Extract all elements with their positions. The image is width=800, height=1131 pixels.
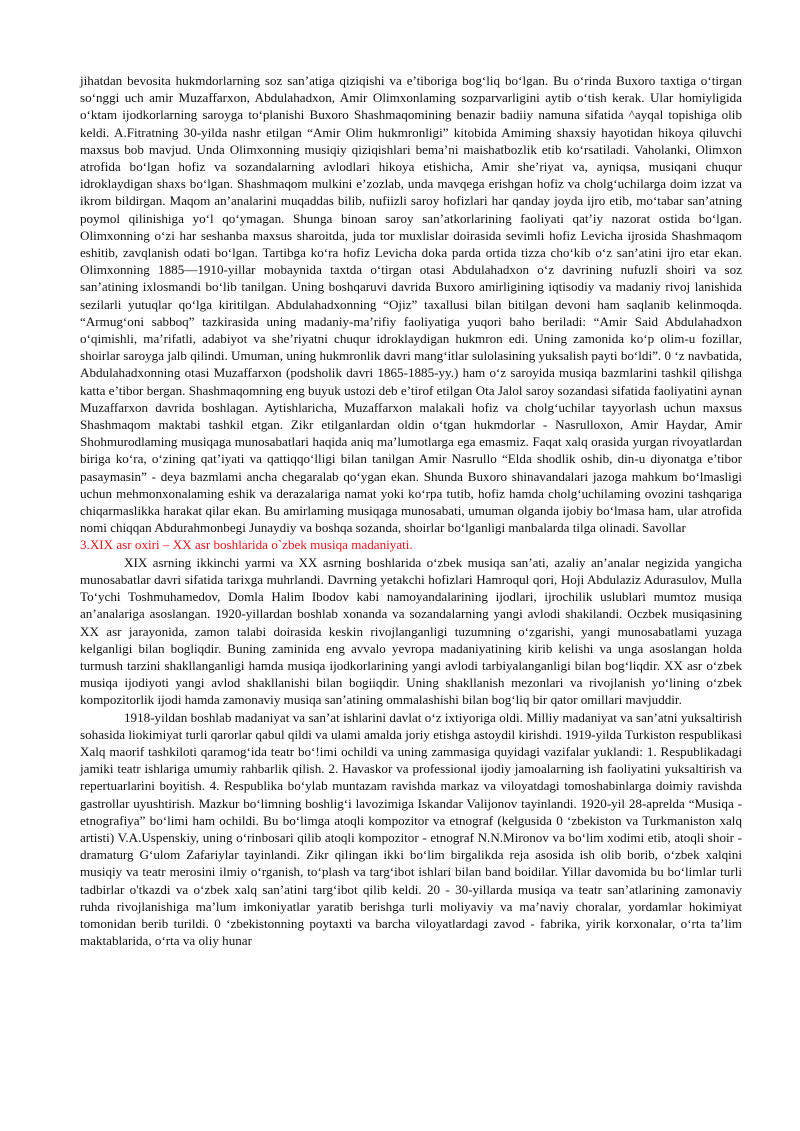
paragraph-xix-xx-century-music: XIX asrning ikkinchi yarmi va XX asrning boshlarida o‘zbek musiqa san’ati, azaliy an’analar negizida yangicha munosabatlar davri sifatida tarixga muhrlandi. Davrning yetakchi hofizlari Hamroqul qori, Hoji Abdulaziz Adurasulov, Mulla To‘ychi Toshmuhamedov, Domla Halim Ibodov kabi namoyandalarining ijodlari, ijrochilik uslublari mumtoz musiqa an’analariga asoslangan. 1920-yillardan boshlab xonanda va sozandalarning yangi avlodi shakilandi. Oczbek musiqasining XX asr jarayonida, zamon talabi doirasida keskin rivojlanganligi tuzumning o‘zgarishi, yangi munosabatlami yuzaga kelganligi bilan bogliqdir. Buning zaminida eng avvalo yevropa madaniyatining kirib kelishi va unga asoslangan holda turmush tarzini shakllanganligi hamda musiqa ijodkorlarining yangi avlodi tarbiyalanganligi bilan bog‘liqdir. XX asr o‘zbek musiqa ijodiyoti yangi avlod shakllanishi bilan bogiiqdir. Uning shakllanish mezonlari va rivojlanish yo‘lining o‘zbek kompozitorlik ijodi hamda zamonaviy musiqa san’atining ommalashishi bilan bog‘liq bir qator omillari mavjuddir. <box>80 554 742 708</box>
paragraph-bukhara-emirs: jihatdan bevosita hukmdorlarning soz san’atiga qiziqishi va e’tiboriga bog‘liq bo‘lgan. Bu o‘rinda Buxoro taxtiga o‘tirgan so‘nggi uch amir Muzaffarxon, Abdulahadxon, Amir Olimxonlaming sozparvarligini aytib o‘tish kerak. Ular homiyligida o‘ktam ijodkorlarning saroyga to‘planishi Buxoro Shashmaqomining benazir badiiy namuna sifatida ^ayqal topishiga olib keldi. A.Fitratning 30-yilda nashr etilgan “Amir Olim hukmronligi” kitobida Amiming shaxsiy hayotidan hikoya qiluvchi maxsus bob mavjud. Unda Olimxonning musiqiy qiziqishlari bema’ni maishatbozlik etib ko‘rsatiladi. Vaholanki, Olimxon atrofida bo‘lgan hofiz va sozandalarning avlodlari hikoya etishicha, Amir she’riyat va, ayniqsa, musiqani chuqur idroklaydigan shaxs bo‘lgan. Shashmaqom mulkini e’zozlab, unda mavqega erishgan hofiz va cholg‘uchilarga doim izzat va ikrom bildirgan. Maqom an’analarini muqaddas bilib, nufiizli saroy hofizlari har qanday joyda ijro etib, mo‘tabar san’atning poymol qilinishiga yo‘l qo‘ymagan. Shunga binoan saroy san’atkorlarining faoliyati qat’iy nazorat ostida bo‘lgan. Olimxonning o‘zi har seshanba maxsus sharoitda, juda tor muxlislar doirasida sevimli hofiz Levicha ijrosida Shashmaqom eshitib, zavqlanish odati bo‘lgan. Tartibga ko‘ra hofiz Levicha doka parda ortida tizza cho‘kib o‘z san’atini ijro etar ekan. Olimxonning 1885—1910-yillar mobaynida taxtda o‘tirgan otasi Abdulahadxon o‘z davrining nufuzli shoiri va soz san’atining ixlosmandi bo‘lib tanilgan. Uning boshqaruvi davrida Buxoro amirligining iqtisodiy va madaniy rivoj lanishida sezilarli yutuqlar qo‘lga kiritilgan. Abdulahadxonning “Ojiz” taxallusi bilan bitilgan devoni ham saqlanib kelinmoqda. “Armug‘oni sabboq” tazkirasida uning madaniy-ma’rifiy faoliyatiga yuqori baho beriladi: “Amir Said Abdulahadxon o‘qimishli, ma’rifatli, adabiyot va she’riyatni chuqur idroklaydigan hukmron edi. Uning zamonida ko‘p olim-u fozillar, shoirlar saroyga jalb qilindi. Umuman, uning hukmronlik davri mang‘itlar sulolasining yuksalish payti bo‘ldi”. 0 ‘z navbatida, Abdulahadxonning otasi Muzaffarxon (podsholik davri 1865-1885-yy.) ham o‘z saroyida musiqa bazmlarini tashkil qilishga katta e’tibor bergan. Shashmaqomning eng buyuk ustozi deb e’tirof etilgan Ota Jalol saroy sozandasi sifatida faoliyatini aynan Muzaffarxon davrida boshlagan. Aytishlaricha, Muzaffarxon malakali hofiz va cholg‘uchilar tayyorlash uchun maxsus Shashmaqom maktabi tashkil etgan. Zikr etilganlardan oldin o‘tgan hukmdorlar - Nasrulloxon, Amir Haydar, Amir Shohmurodlaming musiqaga munosabatlari haqida aniq ma’lumotlarga ega emasmiz. Faqat xalq orasida yurgan rivoyatlardan biriga ko‘ra, o‘zining qat’iyati va qattiqqo‘lligi bilan tanilgan Amir Nasrullo “Elda shodlik oshib, din-u diyonatga e’tibor pasaymasin” - deya bazmlami ancha chegaralab qo‘ygan ekan. Shunda Buxoro shinavandalari jazoga mahkum bo‘lmasligi uchun mehmonxonalaming eshik va derazalariga namat yoki ko‘rpa tutib, hofiz hamda cholg‘uchilaming ovozini tashqariga chiqarmaslikka harakat qilar ekan. Bu amirlaming musiqaga munosabati, umuman olganda ijobiy bo‘lmasa ham, ular atrofida nomi chiqqan Abdurahmonbegi Junaydiy va boshqa sozanda, shoirlar bo‘lganligi manbalarda tilga olinadi. Savollar <box>80 73 742 536</box>
paragraph-1918-state-culture: 1918-yildan boshlab madaniyat va san’at ishlarini davlat o‘z ixtiyoriga oldi. Milliy madaniyat va san’atni yuksaltirish sohasida liokimiyat turli qarorlar qabul qildi va ulami amalda joriy etishga astoydil kirishdi. 1919-yilda Turkiston respublikasi Xalq maorif tashkiloti qaramog‘ida teatr bo‘!imi ochildi va uning zammasiga quyidagi vazifalar yuklandi: 1. Respublikadagi jamiki teatr ishlariga umumiy rahbarlik qilish. 2. Havaskor va professional ijodiy jamoalarning ish faoliyatini yuksaltirish va repertuarlarini boyitish. 4. Respublika bo‘ylab muntazam ravishda markaz va viloyatdagi tomoshabinlarga doimiy ravishda gastrollar uyushtirish. Mazkur bo‘limning boshlig‘i lavozimiga Iskandar Valijonov tayinlandi. 1920-yil 28-aprelda “Musiqa - etnografiya” bo‘limi ham ochildi. Bu bo‘limga atoqli kompozitor va etnograf (kelgusida 0 ‘zbekiston va Turkmaniston xalq artisti) V.A.Uspenskiy, uning o‘rinbosari qilib atoqli kompozitor - etnograf N.N.Mironov va bo‘lim xodimi etib, atoqli shoir - dramaturg G‘ulom Zafariylar tayinlandi. Zikr qilingan ikki bo‘lim birgalikda reja asosida ish olib borib, o‘zbek xalqini musiqiy va teatr merosini ilmiy o‘rganish, to‘plash va targ‘ibot ishlari bilan band boidilar. Yillar davomida bu bo‘limlar turli tadbirlar o'tkazdi va o‘zbek xalq san’atini targ‘ibot qilib keldi. 20 - 30-yillarda musiqa va teatr san’atlarining zamonaviy ruhda rivojlanishiga ma’lum imkoniyatlar yaratib berishga turli moliyaviy va ma’naviy choralar, yordamlar hokimiyat tomonidan berib turildi. 0 ‘zbekistonning poytaxti va barcha viloyatlardagi zavod - fabrika, yirik korxonalar, o‘rta ta’lim maktablarida, o‘rta va oliy hunar <box>80 709 742 949</box>
document-page <box>80 72 742 949</box>
section-heading: 3.XIX asr oxiri – XX asr boshlarida o`zbek musiqa madaniyati. <box>80 537 413 553</box>
